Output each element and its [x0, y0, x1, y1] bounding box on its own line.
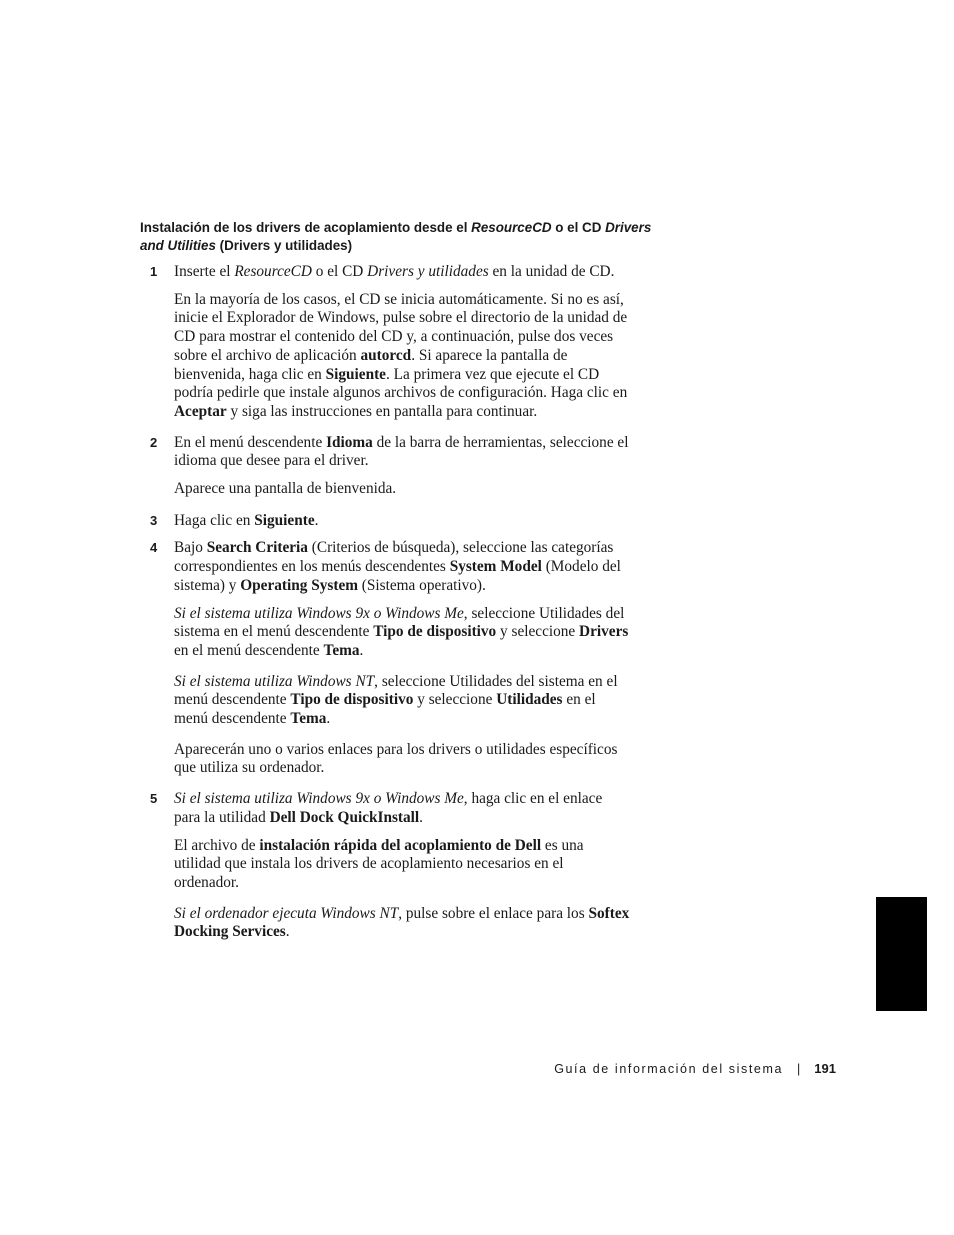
section-heading — [140, 219, 660, 255]
step-1-detail: En la mayoría de los casos, el CD se inicia automáticamente. Si no es así, inicie el Explorador de Windows, pulse sobre el directorio de la unidad de CD para mostrar el contenido del CD y, a continuación, pulse dos veces sobre el archivo de aplicación autorcd. Si aparece la pantalla de bienvenida, haga clic en Siguiente. La primera vez que ejecute el CD podría pedirle que instale algunos archivos de configuración. Haga clic en Aceptar y siga las instrucciones en pantalla para continuar. — [174, 290, 628, 420]
footer-title: Guía de información del sistema — [554, 1062, 784, 1076]
heading-text: (Drivers y utilidades) — [215, 238, 353, 253]
heading-resourcecd: ResourceCD — [471, 220, 552, 235]
step-number: 4 — [150, 540, 158, 556]
step-5-detail: El archivo de instalación rápida del acoplamiento de Dell es una utilidad que instala los drivers de acoplamiento necesarios en el ordenador. — [174, 836, 584, 891]
chapter-thumb-tab — [876, 897, 927, 1011]
step-1 — [150, 263, 630, 282]
heading-drivers-and-utilities: Drivers and Utilities — [140, 220, 652, 253]
step-1-text: Inserte el ResourceCD o el CD Drivers y utilidades en la unidad de CD. — [174, 263, 615, 280]
step-2-text: En el menú descendente Idioma de la barra de herramientas, seleccione el idioma que desee para el driver. — [174, 433, 629, 470]
step-number: 5 — [150, 791, 158, 807]
step-number: 1 — [150, 264, 158, 279]
step-3-text: Haga clic en Siguiente. — [174, 511, 319, 529]
step-4 — [150, 539, 630, 595]
step-4-windows9x: Si el sistema utiliza Windows 9x o Windows Me, seleccione Utilidades del sistema en el menú descendente Tipo de dispositivo y seleccione Drivers en el menú descendente Tema. — [174, 604, 629, 659]
step-5-windowsnt: Si el ordenador ejecuta Windows NT, pulse sobre el enlace para los Softex Docking Services. — [174, 904, 630, 941]
step-2 — [150, 434, 630, 471]
heading-text: Instalación de los drivers de acoplamiento desde el — [140, 220, 472, 235]
page-footer — [554, 1061, 836, 1076]
step-5-text: Si el sistema utiliza Windows 9x o Windows Me, haga clic en el enlace para la utilidad Dell Dock QuickInstall. — [174, 790, 603, 826]
step-3 — [150, 512, 630, 531]
page-number: 191 — [814, 1061, 836, 1076]
footer-separator: | — [797, 1062, 801, 1076]
step-4-links-note: Aparecerán uno o varios enlaces para los drivers o utilidades específicos que utiliza su ordenador. — [174, 740, 618, 777]
step-4-text: Bajo Search Criteria (Criterios de búsqueda), seleccione las categorías correspondientes en los menús descendentes System Model (Modelo del sistema) y Operating System (Sistema operativo). — [174, 539, 621, 594]
step-number: 3 — [150, 512, 158, 528]
heading-text: o el CD — [551, 220, 606, 235]
step-number: 2 — [150, 434, 158, 450]
instructions-list — [150, 263, 630, 942]
step-4-windowsnt: Si el sistema utiliza Windows NT, seleccione Utilidades del sistema en el menú descendente Tipo de dispositivo y seleccione Utilidades en el menú descendente Tema. — [174, 672, 618, 728]
step-5 — [150, 790, 630, 827]
step-2-detail: Aparece una pantalla de bienvenida. — [174, 480, 397, 498]
